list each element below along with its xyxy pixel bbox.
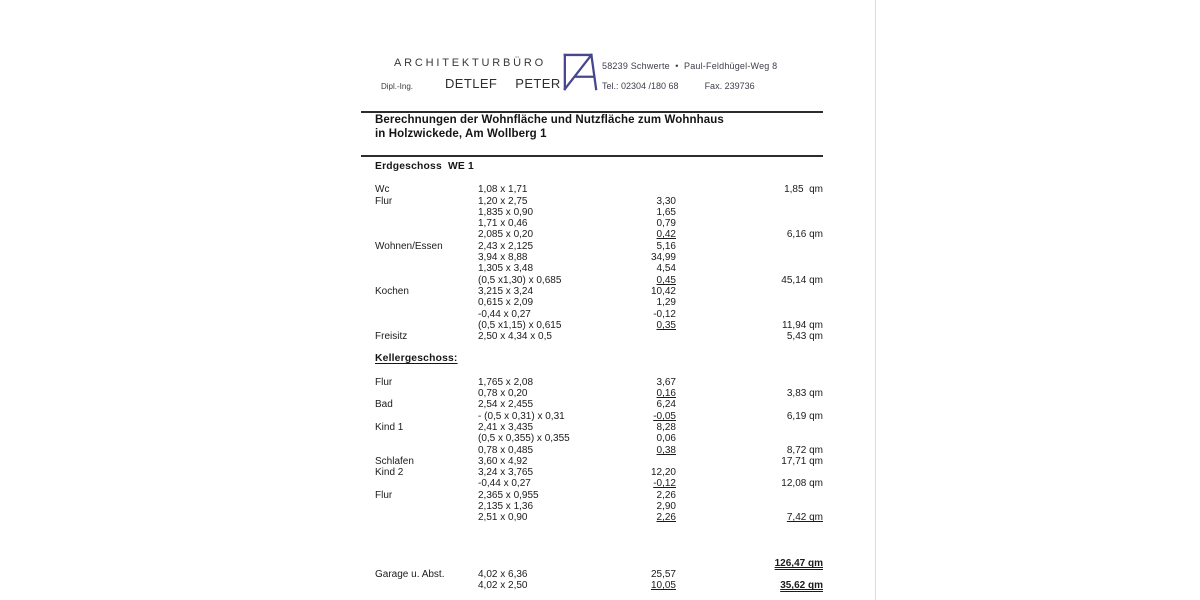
area-total [676,252,823,263]
dimension-expression: 1,20 x 2,75 [478,195,528,207]
subtotal-value: 0,16 [656,388,676,400]
dimension-expression: 2,54 x 2,455 [478,399,534,411]
room-label [375,207,478,218]
subtotal-value: 6,24 [656,399,676,411]
room-label [375,263,478,274]
firm-name: ARCHITEKTURBÜRO [394,57,547,69]
room-label [375,252,478,263]
table-section [375,353,823,523]
table-row [375,184,823,195]
area-total [676,569,823,580]
table-row [375,490,823,501]
area-total: 7,42 qm [786,512,823,524]
subtotal-value: -0,12 [653,308,676,320]
subtotal-value [600,184,676,195]
room-label [375,229,478,240]
subtotal-value: 34,99 [650,252,676,264]
dimension-expression: - (0,5 x 0,31) x 0,31 [478,410,565,422]
table-row [375,478,823,489]
table-row [375,580,823,591]
title-line2: in Holzwickede, Am Wollberg 1 [375,127,547,140]
area-total: 126,47 qm [774,557,823,569]
dimension-expression [478,558,600,569]
area-total: 5,43 qm [786,331,823,343]
dimension-expression: 2,51 x 0,90 [478,512,528,524]
table-row [375,263,823,274]
table-section [375,558,823,592]
table-row [375,399,823,410]
table-row [375,252,823,263]
architect-logo-icon [562,52,598,92]
degree-label: Dipl.-Ing. [381,82,414,91]
room-label [375,478,478,489]
room-label: Flur [375,489,393,501]
subtotal-value: 5,16 [656,240,676,252]
room-label [375,433,478,444]
table-row [375,320,823,331]
subtotal-value: 10,42 [650,285,676,297]
table-row [375,467,823,478]
table-row [375,196,823,207]
subtotal-value: -0,05 [653,410,676,422]
room-label: Kind 1 [375,421,404,433]
room-label: Schlafen [375,455,414,467]
page-edge-line [875,0,876,600]
area-total [676,490,823,501]
room-label: Kind 2 [375,467,404,479]
table-row [375,309,823,320]
room-label [375,445,478,456]
subtotal-value: 12,20 [650,467,676,479]
dimension-expression: 2,43 x 2,125 [478,240,534,252]
room-label [375,512,478,523]
dimension-expression: 4,02 x 2,50 [478,580,528,592]
table-row [375,569,823,580]
dimension-expression: 2,365 x 0,955 [478,489,539,501]
area-total: 11,94 qm [782,319,823,331]
room-label [375,501,478,512]
subtotal-value [600,456,676,467]
subtotal-value: 0,35 [656,319,676,331]
dimension-expression: 1,71 x 0,46 [478,218,528,230]
room-label [375,580,478,591]
dimension-expression: 2,135 x 1,36 [478,501,534,513]
room-label: Garage u. Abst. [375,568,445,580]
subtotal-value: 3,67 [656,376,676,388]
table-row [375,275,823,286]
dimension-expression: 4,02 x 6,36 [478,568,528,580]
room-label: Freisitz [375,331,408,343]
subtotal-value: 0,79 [656,218,676,230]
dimension-expression: -0,44 x 0,27 [478,478,531,490]
header-divider [361,111,823,113]
table-row [375,241,823,252]
dimension-expression: (0,5 x 0,355) x 0,355 [478,433,570,445]
area-total [676,501,823,512]
document-title [375,114,835,141]
table-row [375,558,823,569]
table-row [375,331,823,342]
section-heading: Erdgeschoss WE 1 [375,161,474,172]
dimension-expression: 3,60 x 4,92 [478,455,528,467]
area-total [676,467,823,478]
subtotal-value [600,331,676,342]
room-label: Wc [375,184,390,196]
dimension-expression: 3,24 x 3,765 [478,467,534,479]
table-row [375,388,823,399]
table-row [375,512,823,523]
table-row [375,422,823,433]
dimension-expression: 1,835 x 0,90 [478,206,534,218]
table-section [375,161,823,342]
subtotal-value: 0,45 [656,274,676,286]
dimension-expression: (0,5 x1,15) x 0,615 [478,319,562,331]
area-total: 35,62 qm [780,580,823,592]
subtotal-value: 1,65 [656,206,676,218]
dimension-expression: 2,50 x 4,34 x 0,5 [478,331,552,343]
table-row [375,433,823,444]
area-total [676,399,823,410]
subtotal-value: 10,05 [650,580,676,592]
table-row [375,218,823,229]
room-label [375,388,478,399]
room-label [375,218,478,229]
room-label [375,275,478,286]
dimension-expression: 1,08 x 1,71 [478,184,528,196]
section-heading: Kellergeschoss: [375,353,458,365]
area-total: 6,19 qm [786,410,823,422]
area-total [676,286,823,297]
table-row [375,297,823,308]
dimension-expression: 1,305 x 3,48 [478,263,534,275]
subtotal-value: 3,30 [656,195,676,207]
dimension-expression: 3,94 x 8,88 [478,252,528,264]
area-total [676,196,823,207]
room-label: Wohnen/Essen [375,240,443,252]
area-total: 1,85 qm [784,184,823,196]
dimension-expression: 0,615 x 2,09 [478,297,534,309]
subtotal-value: -0,12 [653,478,676,490]
area-total: 12,08 qm [781,478,823,490]
dimension-expression: 0,78 x 0,20 [478,388,528,400]
subtotal-value: 1,29 [656,297,676,309]
area-total [676,218,823,229]
room-label: Flur [375,195,393,207]
subtotal-value: 2,90 [656,501,676,513]
dimension-expression: (0,5 x1,30) x 0,685 [478,274,562,286]
address-line: 58239 Schwerte • Paul-Feldhügel-Weg 8 [602,61,778,71]
title-line1: Berechnungen der Wohnfläche und Nutzfläche zum Wohnhaus [375,114,724,126]
table-row [375,207,823,218]
architect-name: DETLEF PETER [445,76,561,91]
dimension-expression: 3,215 x 3,24 [478,285,534,297]
phone-number: Tel.: 02304 /180 68 [602,81,679,91]
contact-line [602,81,755,91]
table-row [375,411,823,422]
dimension-expression: 2,085 x 0,20 [478,229,534,241]
table-row [375,501,823,512]
subtotal-value [600,558,676,569]
area-total [676,263,823,274]
area-total: 17,71 qm [781,455,823,467]
area-total: 8,72 qm [786,444,823,456]
table-row [375,286,823,297]
table-row [375,456,823,467]
area-total: 3,83 qm [786,388,823,400]
area-total [676,422,823,433]
room-label [375,411,478,422]
table-row [375,377,823,388]
fax-number: Fax. 239736 [704,81,755,91]
area-total: 45,14 qm [781,274,823,286]
subtotal-value: 0,38 [656,444,676,456]
subtotal-value: 2,26 [656,512,676,524]
subtotal-value: 8,28 [656,421,676,433]
room-label: Kochen [375,285,409,297]
dimension-expression: -0,44 x 0,27 [478,308,531,320]
room-label [375,297,478,308]
subtotal-value: 0,06 [656,433,676,445]
area-total: 6,16 qm [786,229,823,241]
subtotal-value: 4,54 [656,263,676,275]
subtotal-value: 25,57 [650,568,676,580]
dimension-expression: 1,765 x 2,08 [478,376,534,388]
area-total [676,241,823,252]
area-total [676,309,823,320]
room-label [375,309,478,320]
room-label: Flur [375,376,393,388]
area-total [676,377,823,388]
area-total [676,297,823,308]
dimension-expression: 0,78 x 0,485 [478,444,534,456]
room-label [375,320,478,331]
room-label: Bad [375,399,393,411]
dimension-expression: 2,41 x 3,435 [478,421,534,433]
title-divider [361,155,823,157]
table-row [375,229,823,240]
subtotal-value: 2,26 [656,489,676,501]
table-row [375,445,823,456]
calc-table [375,161,823,592]
area-total [676,433,823,444]
area-total [676,207,823,218]
subtotal-value: 0,42 [656,229,676,241]
room-label [375,558,478,569]
